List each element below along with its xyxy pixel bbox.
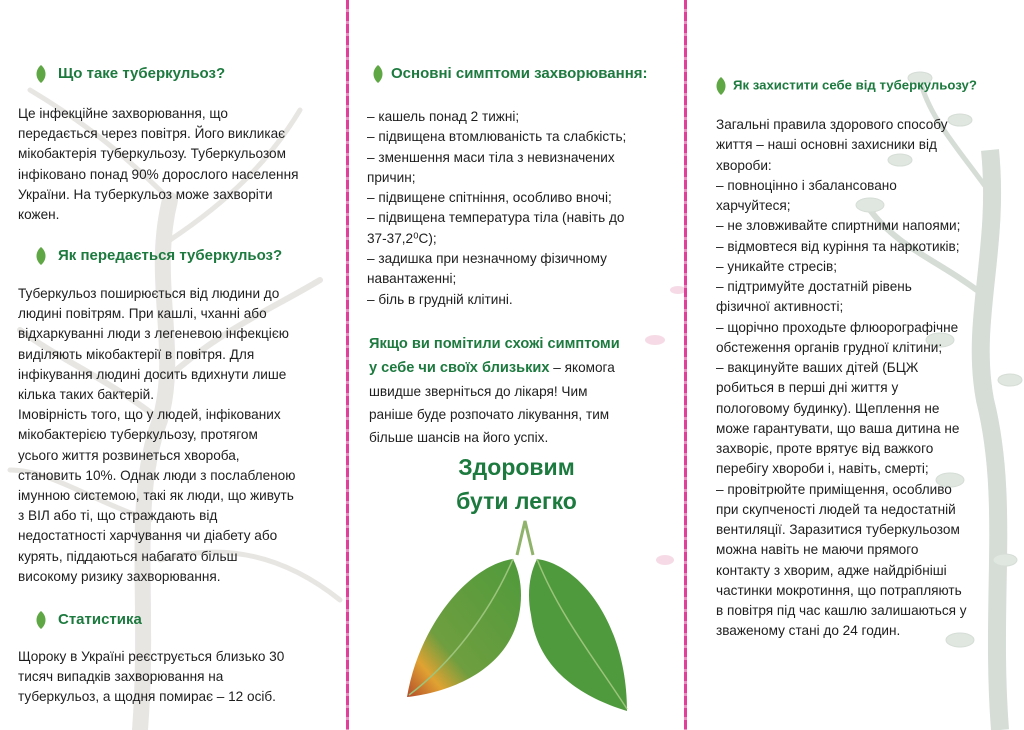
statistics-text: Щороку в Україні реєструється близько 30 тисяч випадків захворювання на туберкульоз, а щодня помирає – 12 осіб. <box>18 649 285 705</box>
leaf-bullet-icon <box>34 64 48 84</box>
leaf-bullet-icon <box>371 64 385 84</box>
advice-emphasis: Якщо ви помітили схожі симптоми у себе чи своїх близьких <box>369 336 620 376</box>
symptoms-list: – кашель понад 2 тижні; – підвищена втомлюваність та слабкість; – зменшення маси тіла з невизначених причин; – підвищене спітніння, особливо вночі; – підвищена температура тіла (навіть до 37-37,2⁰С); – задишка при незначному фізичному навантаженні; – біль в грудній клітині. <box>367 109 627 307</box>
transmission-heading <box>34 246 282 266</box>
protection-title: Як захистити себе від туберкульозу? <box>733 77 977 93</box>
left-panel <box>0 0 346 730</box>
protection-text: Загальні правила здорового способу життя – наші основні захисники від хвороби: – повноцінно і збалансовано харчуйтеся; – не зловживайте спиртними напоями; – відмовтеся від куріння та наркотиків; – уникайте стресів; – підтримуйте достатній рівень фізичної активності; – щорічно проходьте флюорографічне обстеження органів грудної клітини; – вакцинуйте ваших дітей (БЦЖ робиться в перші дні життя у пологовому будинку). Щеплення не може гарантувати, що ваша дитина не захворіє, проте врятує від важкого перебігу хвороби і, навіть, смерті; – провітрюйте приміщення, особливо при скупченості людей та недостатній вентиляції. Заразитися туберкульозом можна навіть не маючи прямого контакту з хворим, адже найдрібніші частинки мокротиння, що потрапляють в повітря під час кашлю залишаються у зваженому стані до 24 годин. <box>716 117 967 639</box>
statistics-heading <box>34 610 142 630</box>
advice-text: – якомога швидше зверніться до лікаря! Чим раніше буде розпочато лікування, тим більше шансів на його успіх. <box>369 360 615 445</box>
lungs-leaves-illustration <box>399 515 639 715</box>
middle-panel <box>349 0 684 730</box>
what-is-tb-heading <box>34 64 225 84</box>
what-is-tb-text: Це інфекційне захворювання, що передається через повітря. Його викликає мікобактерія туберкульозу. Туберкульозом інфіковано понад 90% дорослого населення України. На туберкульоз може захворіти кожен. <box>18 106 299 223</box>
slogan: Здоровим бути легко <box>456 454 577 514</box>
transmission-text: Туберкульоз поширюється від людини до людині повітрям. При кашлі, чханні або відхаркуванні люди з легеневою інфекцією виділяють мікобактерії в повітря. Для інфікування людині досить вдихнути лише кілька таких бактерій. Імовірність того, що у людей, інфікованих мікобактерією туберкульозу, протягом усього життя розвинеться хвороба, становить 10%. Однак люди з послабленою імунною системою, такі як люди, що живуть з ВІЛ або ті, що страждають від недостатності харчування чи діабету або курять, піддаються набагато більш високому ризику захворювання. <box>18 286 296 584</box>
symptoms-title: Основні симптоми захворювання: <box>391 64 648 82</box>
right-panel <box>687 0 1024 730</box>
advice-paragraph <box>369 332 669 449</box>
transmission-title: Як передається туберкульоз? <box>58 246 283 264</box>
protection-heading <box>714 76 977 96</box>
symptoms-heading <box>371 64 648 84</box>
leaf-bullet-icon <box>34 246 48 266</box>
leaf-bullet-icon <box>714 76 728 96</box>
statistics-title: Статистика <box>58 610 142 628</box>
leaf-bullet-icon <box>34 610 48 630</box>
what-is-tb-title: Що таке туберкульоз? <box>58 64 226 82</box>
